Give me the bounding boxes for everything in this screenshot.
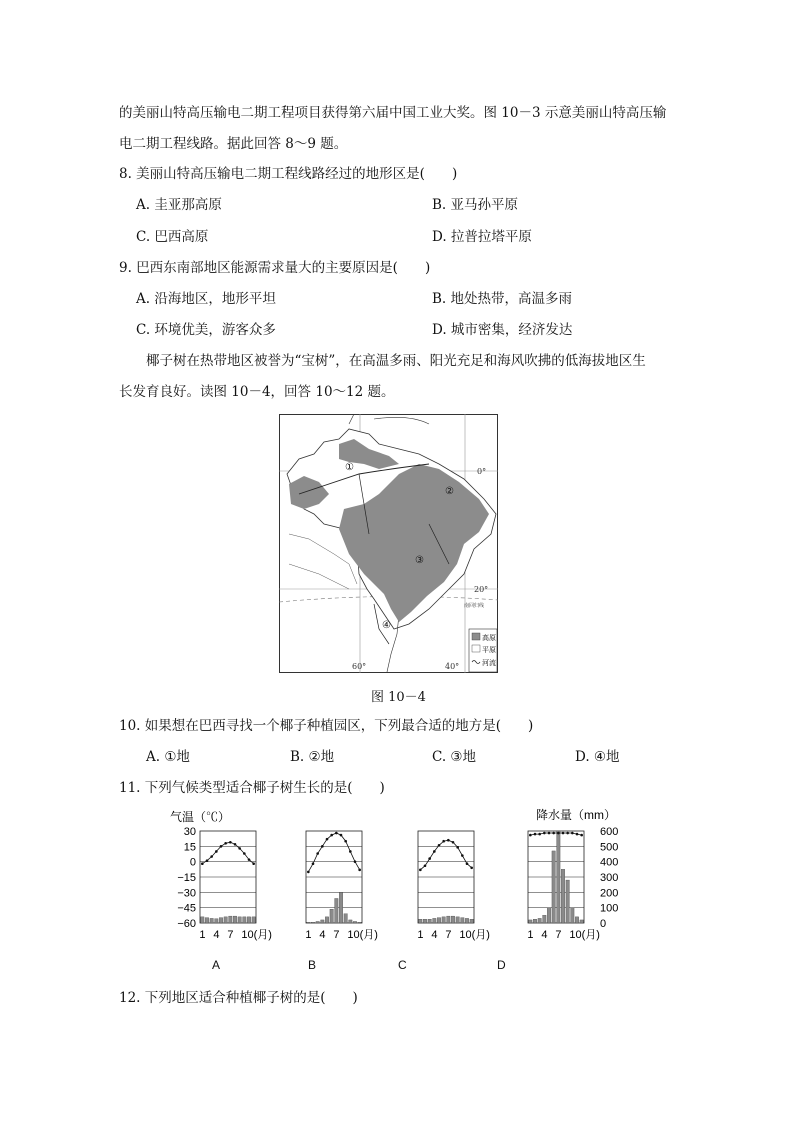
temp-tick-label: −45	[177, 902, 196, 915]
precip-tick-label: 500	[600, 841, 619, 854]
temp-point	[433, 850, 436, 853]
temp-point	[543, 832, 546, 835]
temp-point	[206, 859, 209, 862]
temp-point	[354, 860, 357, 863]
brazil-map	[279, 414, 498, 673]
legend-river-label: 河流	[482, 659, 496, 667]
precip-tick-label: 400	[600, 856, 619, 869]
temp-point	[428, 857, 431, 860]
precip-bar	[330, 909, 333, 923]
temp-point	[321, 845, 324, 848]
lat0-label: 0°	[477, 467, 487, 476]
climate-chart-d	[527, 831, 600, 941]
temp-point	[562, 832, 565, 835]
temp-point	[552, 832, 555, 835]
temp-point	[224, 842, 227, 845]
precip-bar	[428, 919, 431, 923]
month-tick-label: 1	[199, 929, 206, 941]
month-tick-label: 4	[431, 929, 438, 941]
tropic-label: 南回归线	[464, 603, 485, 609]
point-3-label: ③	[415, 555, 424, 566]
month-tick-label: 10(月)	[347, 929, 378, 941]
temp-point	[229, 841, 232, 844]
climate-chart-b	[305, 831, 378, 941]
precip-bar	[210, 918, 213, 923]
temp-tick-label: 15	[183, 841, 196, 854]
precip-bar	[461, 918, 464, 923]
precip-bar	[201, 917, 204, 923]
chart-label-a: A	[212, 958, 221, 972]
month-tick-label: 4	[541, 929, 548, 941]
precip-bar	[353, 921, 356, 923]
precip-bar	[451, 916, 454, 923]
precip-bar	[219, 918, 222, 923]
precip-bar	[224, 917, 227, 923]
precip-bar	[205, 918, 208, 923]
intro-line-1: 的美丽山特高压输电二期工程项目获得第六届中国工业大奖。图 10－3 示意美丽山特高压输	[119, 105, 667, 121]
precip-tick-label: 300	[600, 872, 619, 884]
precip-bar	[557, 831, 560, 923]
month-tick-label: 1	[527, 929, 534, 941]
legend-plateau-label: 高原	[482, 634, 496, 642]
month-tick-label: 1	[417, 929, 424, 941]
question-8-option-c: C. 巴西高原	[136, 229, 209, 245]
precip-bar	[423, 919, 426, 923]
precip-bar	[470, 919, 473, 923]
temp-tick-label: −60	[177, 918, 196, 930]
month-tick-label: 10(月)	[459, 929, 490, 941]
precip-bar	[547, 908, 550, 923]
temp-point	[424, 864, 427, 867]
point-2-label: ②	[445, 486, 454, 497]
point-1-label: ①	[345, 462, 354, 473]
precip-bar	[325, 917, 328, 923]
precip-bar	[335, 898, 338, 923]
question-9-option-a: A. 沿海地区，地形平坦	[136, 291, 276, 307]
temp-point	[335, 832, 338, 835]
temp-point	[210, 855, 213, 858]
precip-bar	[238, 917, 241, 923]
climate-charts	[160, 805, 630, 945]
question-8-option-d: D. 拉普拉塔平原	[432, 229, 532, 245]
temp-tick-label: 0	[189, 856, 196, 869]
temp-point	[548, 832, 551, 835]
precip-bar	[543, 915, 546, 923]
precip-tick-label: 600	[600, 826, 619, 838]
precip-axis-title: 降水量（mm）	[536, 808, 616, 822]
precip-bar	[215, 919, 218, 923]
precip-bar	[233, 916, 236, 923]
precip-bar	[456, 917, 459, 923]
map-caption: 图 10－4	[371, 690, 426, 705]
precip-bar	[321, 920, 324, 923]
precip-bar	[571, 908, 574, 923]
climate-chart-a	[199, 831, 272, 941]
question-10-option-b: B. ②地	[290, 749, 335, 765]
temp-point	[538, 833, 541, 836]
temp-point	[461, 854, 464, 857]
precip-bar	[349, 920, 352, 923]
precip-bar	[447, 916, 450, 923]
month-tick-label: 10(月)	[241, 929, 272, 941]
temp-point	[330, 834, 333, 837]
temp-tick-label: −15	[177, 872, 196, 884]
legend-plain-swatch	[472, 645, 480, 652]
month-tick-label: 7	[555, 929, 562, 941]
precip-bar	[339, 892, 342, 923]
month-tick-label: 7	[227, 929, 234, 941]
question-9-option-b: B. 地处热带，高温多雨	[432, 291, 573, 307]
temp-point	[326, 838, 329, 841]
precip-bar	[533, 919, 536, 923]
precip-bar	[229, 916, 232, 923]
month-tick-label: 7	[333, 929, 340, 941]
lat20-label: 20°	[474, 585, 489, 594]
month-tick-label: 4	[213, 929, 220, 941]
question-10-option-d: D. ④地	[575, 749, 620, 765]
temp-point	[419, 869, 422, 872]
temp-point	[566, 832, 569, 835]
precip-bar	[243, 917, 246, 923]
temp-tick-label: −30	[177, 887, 196, 900]
lon60-label: 60°	[352, 662, 367, 671]
chart-label-c: C	[398, 958, 407, 972]
precip-bar	[575, 917, 578, 923]
precip-bar	[316, 921, 319, 923]
precip-bar	[307, 922, 310, 923]
month-tick-label: 7	[445, 929, 452, 941]
temp-point	[220, 845, 223, 848]
precip-bar	[252, 917, 255, 923]
temp-point	[201, 862, 204, 865]
temp-point	[447, 839, 450, 842]
question-10-option-a: A. ①地	[146, 749, 190, 765]
temp-point	[215, 850, 218, 853]
temp-point	[470, 867, 473, 870]
precip-bar	[419, 919, 422, 923]
question-10-option-c: C. ③地	[432, 749, 477, 765]
temp-point	[452, 841, 455, 844]
temp-point	[238, 847, 241, 850]
intro-line-2: 电二期工程线路。据此回答 8～9 题。	[119, 136, 348, 152]
question-8-option-b: B. 亚马孙平原	[432, 197, 519, 213]
precip-bar	[566, 880, 569, 923]
temp-point	[438, 844, 441, 847]
question-12-stem: 12. 下列地区适合种植椰子树的是( )	[119, 990, 358, 1006]
temp-point	[358, 869, 361, 872]
question-8-stem: 8. 美丽山特高压输电二期工程线路经过的地形区是( )	[119, 166, 458, 182]
temp-point	[466, 862, 469, 865]
month-tick-label: 1	[305, 929, 312, 941]
legend-plateau-swatch	[472, 633, 480, 640]
precip-bar	[465, 918, 468, 923]
precip-bar	[358, 922, 361, 923]
precip-bar	[311, 922, 314, 923]
precip-bar	[580, 920, 583, 923]
temp-point	[234, 843, 237, 846]
passage-line-2: 长发育良好。读图 10－4，回答 10～12 题。	[119, 384, 395, 400]
precip-bar	[437, 918, 440, 923]
temp-point	[456, 846, 459, 849]
temp-axis-title: 气温（℃）	[170, 810, 231, 824]
question-8-option-a: A. 圭亚那高原	[136, 197, 222, 213]
chart-label-d: D	[497, 958, 506, 972]
temp-point	[580, 834, 583, 837]
temp-point	[349, 850, 352, 853]
question-9-option-d: D. 城市密集，经济发达	[432, 322, 573, 338]
temp-tick-label: 30	[183, 826, 196, 838]
temp-point	[344, 840, 347, 843]
temp-point	[557, 832, 560, 835]
precip-bar	[442, 917, 445, 923]
temp-point	[243, 852, 246, 855]
temp-point	[312, 862, 315, 865]
precip-bar	[529, 920, 532, 923]
map-legend	[469, 629, 497, 672]
precip-tick-label: 100	[600, 902, 619, 915]
question-10-stem: 10. 如果想在巴西寻找一个椰子种植园区，下列最合适的地方是( )	[119, 718, 534, 734]
temp-point	[340, 834, 343, 837]
question-9-stem: 9. 巴西东南部地区能源需求量大的主要原因是( )	[119, 260, 431, 276]
temp-point	[571, 832, 574, 835]
temp-point	[248, 858, 251, 861]
legend-plain-label: 平原	[482, 646, 496, 654]
climate-chart-c	[417, 831, 490, 941]
temp-point	[252, 862, 255, 865]
temp-point	[307, 871, 310, 874]
point-4-label: ④	[382, 620, 391, 631]
temp-point	[316, 852, 319, 855]
temp-point	[576, 833, 579, 836]
precip-bar	[552, 851, 555, 923]
month-tick-label: 10(月)	[569, 929, 600, 941]
chart-label-b: B	[308, 958, 317, 972]
temp-point	[529, 834, 532, 837]
precip-tick-label: 200	[600, 887, 619, 900]
month-tick-label: 4	[319, 929, 326, 941]
temp-point	[534, 833, 537, 836]
temp-point	[442, 840, 445, 843]
lon40-label: 40°	[445, 662, 460, 671]
precip-bar	[561, 869, 564, 923]
precip-bar	[433, 918, 436, 923]
passage-line-1: 椰子树在热带地区被誉为“宝树”，在高温多雨、阳光充足和海风吹拂的低海拔地区生	[146, 353, 646, 369]
precip-bar	[538, 918, 541, 923]
question-11-stem: 11. 下列气候类型适合椰子树生长的是( )	[119, 780, 385, 796]
precip-tick-label: 0	[600, 918, 607, 930]
precip-bar	[247, 917, 250, 923]
precip-bar	[344, 914, 347, 923]
question-9-option-c: C. 环境优美，游客众多	[136, 322, 276, 338]
